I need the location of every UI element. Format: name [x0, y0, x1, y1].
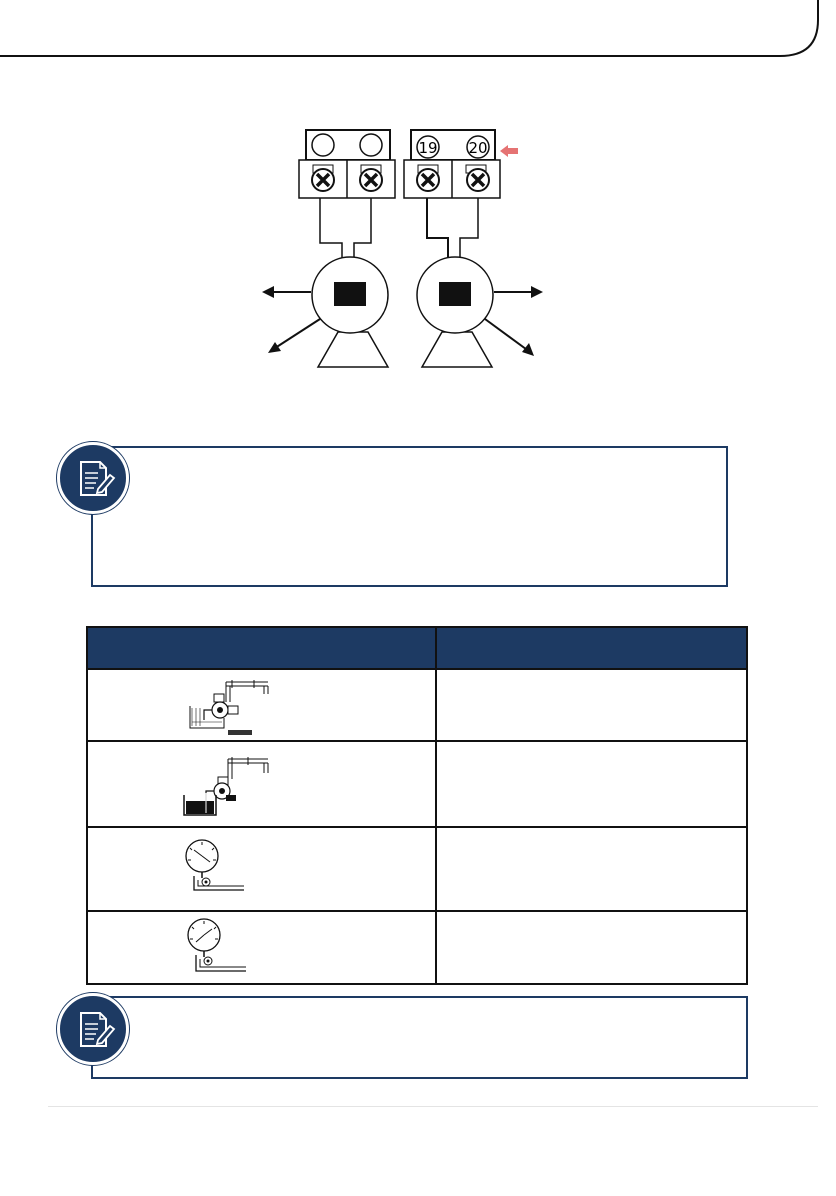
- note-icon: [57, 442, 129, 514]
- terminal-label-20: 20: [468, 139, 488, 157]
- table-cell-image: [87, 827, 436, 911]
- table-row: [87, 911, 747, 984]
- note-box: [91, 996, 748, 1079]
- table-cell-description: [436, 741, 747, 827]
- table-header-row: [87, 627, 747, 669]
- table-cell-description: [436, 827, 747, 911]
- terminal-block-right: [404, 130, 500, 198]
- table-header-cell: [436, 627, 747, 669]
- table-cell-description: [436, 669, 747, 741]
- motor-left: [262, 257, 388, 367]
- device-table: [86, 626, 748, 985]
- table-row: [87, 827, 747, 911]
- footer-divider: [48, 1106, 818, 1107]
- motor-right: [417, 257, 543, 367]
- table-cell-image: [87, 911, 436, 984]
- pressure-gauge-icon: [174, 834, 274, 904]
- screw-icon: [417, 169, 439, 191]
- pump-reservoir-piping-icon: [174, 672, 274, 738]
- wiring-diagram: [250, 122, 560, 372]
- screw-icon: [360, 169, 382, 191]
- screw-icon: [467, 169, 489, 191]
- terminal-label-19: 19: [418, 139, 438, 157]
- pointer-arrow-icon: [500, 145, 518, 157]
- note-icon: [57, 993, 129, 1065]
- table-row: [87, 741, 747, 827]
- table-cell-image: [87, 669, 436, 741]
- table-cell-image: [87, 741, 436, 827]
- note-box: [91, 446, 728, 587]
- terminal-block-left: [299, 130, 395, 198]
- pump-tank-piping-icon: [174, 751, 274, 817]
- screw-icon: [312, 169, 334, 191]
- table-row: [87, 669, 747, 741]
- table-header-cell: [87, 627, 436, 669]
- table-cell-description: [436, 911, 747, 984]
- pressure-gauge-icon: [174, 915, 274, 981]
